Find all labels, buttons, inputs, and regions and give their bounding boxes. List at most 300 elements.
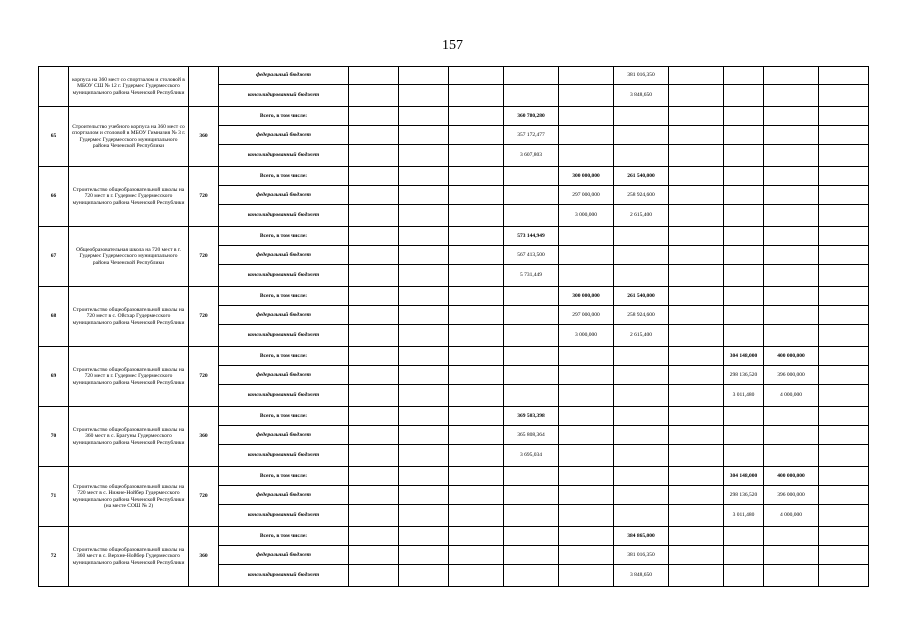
value-cell xyxy=(399,126,449,145)
value-cell xyxy=(724,527,764,546)
value-cell xyxy=(669,85,724,107)
funding-source-label: федеральный бюджет xyxy=(219,306,349,325)
value-cell xyxy=(449,67,504,85)
value-cell xyxy=(449,227,504,246)
value-cell xyxy=(669,486,724,505)
value-cell xyxy=(724,167,764,186)
value-cell xyxy=(449,546,504,565)
funding-source-label: консолидированный бюджет xyxy=(219,145,349,167)
value-cell xyxy=(669,186,724,205)
value-cell xyxy=(819,186,869,205)
value-cell xyxy=(669,325,724,347)
value-cell xyxy=(724,126,764,145)
value-cell xyxy=(504,67,559,85)
value-cell xyxy=(399,287,449,306)
value-cell xyxy=(559,145,614,167)
value-cell xyxy=(669,385,724,407)
value-cell xyxy=(819,527,869,546)
value-cell xyxy=(819,265,869,287)
table-row xyxy=(39,67,869,85)
value-cell xyxy=(449,145,504,167)
value-cell xyxy=(559,426,614,445)
value-cell xyxy=(724,546,764,565)
value-cell xyxy=(819,126,869,145)
value-cell: 298 136,520 xyxy=(724,366,764,385)
value-cell xyxy=(349,467,399,486)
project-name: Строительство общеобразовательной школы на 360 мест в с. Брагуны Гудермесского муниципального района Чеченской Республики xyxy=(69,407,189,467)
value-cell xyxy=(669,445,724,467)
value-cell xyxy=(669,407,724,426)
value-cell xyxy=(764,306,819,325)
funding-source-label: федеральный бюджет xyxy=(219,246,349,265)
value-cell xyxy=(819,347,869,366)
project-capacity: 720 xyxy=(189,167,219,227)
funding-source-label: консолидированный бюджет xyxy=(219,565,349,587)
value-cell: 258 924,600 xyxy=(614,306,669,325)
value-cell xyxy=(559,467,614,486)
value-cell: 3 011,480 xyxy=(724,385,764,407)
funding-source-label: Всего, в том числе: xyxy=(219,287,349,306)
value-cell xyxy=(349,306,399,325)
value-cell: 5 731,449 xyxy=(504,265,559,287)
project-capacity xyxy=(189,67,219,107)
value-cell xyxy=(399,85,449,107)
funding-source-label: федеральный бюджет xyxy=(219,366,349,385)
value-cell xyxy=(724,107,764,126)
value-cell xyxy=(449,426,504,445)
value-cell: 4 000,000 xyxy=(764,385,819,407)
value-cell xyxy=(559,265,614,287)
value-cell xyxy=(614,126,669,145)
funding-source-label: консолидированный бюджет xyxy=(219,445,349,467)
value-cell xyxy=(559,565,614,587)
value-cell xyxy=(614,265,669,287)
value-cell xyxy=(669,527,724,546)
value-cell xyxy=(399,246,449,265)
value-cell xyxy=(504,325,559,347)
project-name: Общеобразовательная школа на 720 мест в г. Гудермес Гудермесского муниципального района Чеченской Республики xyxy=(69,227,189,287)
project-capacity: 360 xyxy=(189,527,219,587)
value-cell xyxy=(614,145,669,167)
value-cell xyxy=(764,246,819,265)
value-cell xyxy=(559,527,614,546)
value-cell: 300 000,000 xyxy=(559,287,614,306)
value-cell xyxy=(399,67,449,85)
value-cell xyxy=(764,445,819,467)
value-cell xyxy=(764,85,819,107)
value-cell xyxy=(559,246,614,265)
project-capacity: 360 xyxy=(189,107,219,167)
value-cell xyxy=(614,426,669,445)
value-cell: 304 148,000 xyxy=(724,467,764,486)
project-number: 67 xyxy=(39,227,69,287)
value-cell xyxy=(669,67,724,85)
table-row xyxy=(39,407,869,426)
project-capacity: 360 xyxy=(189,407,219,467)
value-cell xyxy=(819,167,869,186)
value-cell xyxy=(399,186,449,205)
value-cell: 3 000,000 xyxy=(559,205,614,227)
value-cell xyxy=(724,85,764,107)
value-cell xyxy=(399,325,449,347)
value-cell xyxy=(449,385,504,407)
value-cell xyxy=(819,205,869,227)
project-number: 70 xyxy=(39,407,69,467)
value-cell xyxy=(819,325,869,347)
value-cell xyxy=(724,227,764,246)
value-cell xyxy=(819,445,869,467)
table-row xyxy=(39,107,869,126)
value-cell xyxy=(399,227,449,246)
value-cell xyxy=(669,265,724,287)
value-cell xyxy=(449,306,504,325)
value-cell xyxy=(669,546,724,565)
value-cell xyxy=(504,347,559,366)
funding-source-label: консолидированный бюджет xyxy=(219,325,349,347)
value-cell xyxy=(819,366,869,385)
value-cell xyxy=(614,407,669,426)
value-cell xyxy=(449,527,504,546)
value-cell xyxy=(449,167,504,186)
value-cell xyxy=(764,205,819,227)
value-cell xyxy=(349,186,399,205)
value-cell xyxy=(349,565,399,587)
value-cell xyxy=(819,486,869,505)
funding-source-label: федеральный бюджет xyxy=(219,486,349,505)
value-cell xyxy=(724,186,764,205)
value-cell xyxy=(449,467,504,486)
value-cell xyxy=(724,426,764,445)
value-cell xyxy=(764,407,819,426)
value-cell xyxy=(449,366,504,385)
value-cell xyxy=(449,347,504,366)
value-cell xyxy=(504,527,559,546)
project-number: 72 xyxy=(39,527,69,587)
value-cell xyxy=(559,385,614,407)
value-cell xyxy=(614,246,669,265)
page-number: 157 xyxy=(442,38,463,53)
value-cell xyxy=(399,366,449,385)
project-name: Строительство учебного корпуса на 360 мест со спортзалом и столовой в МБОУ Гимназия № 3 г. Гудермес Гудермесского муниципального района Чеченской Республики xyxy=(69,107,189,167)
value-cell xyxy=(614,385,669,407)
value-cell: 298 136,520 xyxy=(724,486,764,505)
value-cell xyxy=(819,145,869,167)
value-cell: 384 865,000 xyxy=(614,527,669,546)
value-cell: 365 808,364 xyxy=(504,426,559,445)
value-cell xyxy=(614,445,669,467)
value-cell xyxy=(399,445,449,467)
project-capacity: 720 xyxy=(189,287,219,347)
value-cell: 3 000,000 xyxy=(559,325,614,347)
value-cell xyxy=(449,445,504,467)
value-cell xyxy=(399,265,449,287)
value-cell xyxy=(819,67,869,85)
value-cell xyxy=(399,565,449,587)
value-cell xyxy=(764,325,819,347)
value-cell xyxy=(669,107,724,126)
value-cell xyxy=(449,486,504,505)
value-cell xyxy=(559,227,614,246)
value-cell xyxy=(449,265,504,287)
value-cell xyxy=(449,186,504,205)
value-cell xyxy=(764,186,819,205)
funding-source-label: Всего, в том числе: xyxy=(219,347,349,366)
value-cell xyxy=(504,565,559,587)
table-row xyxy=(39,347,869,366)
value-cell xyxy=(724,445,764,467)
value-cell xyxy=(349,325,399,347)
value-cell xyxy=(669,126,724,145)
value-cell xyxy=(669,426,724,445)
project-name: Строительство общеобразовательной школы на 720 мест в г. Гудермес Гудермесского муниципального района Чеченской Республики xyxy=(69,347,189,407)
value-cell: 297 000,000 xyxy=(559,306,614,325)
value-cell: 400 000,000 xyxy=(764,467,819,486)
value-cell xyxy=(399,407,449,426)
value-cell xyxy=(399,167,449,186)
value-cell: 360 780,280 xyxy=(504,107,559,126)
value-cell xyxy=(349,265,399,287)
value-cell xyxy=(669,287,724,306)
value-cell xyxy=(559,107,614,126)
value-cell xyxy=(349,85,399,107)
funding-source-label: консолидированный бюджет xyxy=(219,85,349,107)
funding-source-label: Всего, в том числе: xyxy=(219,167,349,186)
value-cell xyxy=(504,385,559,407)
value-cell: 3 607,803 xyxy=(504,145,559,167)
value-cell xyxy=(349,407,399,426)
value-cell xyxy=(504,546,559,565)
value-cell xyxy=(819,246,869,265)
value-cell: 573 144,949 xyxy=(504,227,559,246)
project-number: 66 xyxy=(39,167,69,227)
value-cell xyxy=(504,306,559,325)
project-number: 65 xyxy=(39,107,69,167)
table-row xyxy=(39,527,869,546)
value-cell xyxy=(819,287,869,306)
value-cell xyxy=(559,505,614,527)
funding-source-label: консолидированный бюджет xyxy=(219,385,349,407)
value-cell: 369 503,398 xyxy=(504,407,559,426)
value-cell xyxy=(819,385,869,407)
value-cell: 3 848,650 xyxy=(614,565,669,587)
value-cell xyxy=(504,486,559,505)
funding-source-label: Всего, в том числе: xyxy=(219,527,349,546)
value-cell xyxy=(349,227,399,246)
value-cell xyxy=(669,565,724,587)
funding-source-label: федеральный бюджет xyxy=(219,126,349,145)
value-cell xyxy=(349,486,399,505)
value-cell xyxy=(399,505,449,527)
value-cell xyxy=(504,167,559,186)
value-cell xyxy=(819,107,869,126)
value-cell xyxy=(349,205,399,227)
value-cell xyxy=(349,67,399,85)
value-cell xyxy=(399,306,449,325)
project-capacity: 720 xyxy=(189,347,219,407)
value-cell xyxy=(669,205,724,227)
value-cell xyxy=(764,67,819,85)
value-cell xyxy=(504,467,559,486)
funding-source-label: консолидированный бюджет xyxy=(219,205,349,227)
value-cell: 4 000,000 xyxy=(764,505,819,527)
value-cell xyxy=(349,505,399,527)
value-cell xyxy=(614,107,669,126)
project-capacity: 720 xyxy=(189,227,219,287)
value-cell xyxy=(449,407,504,426)
value-cell xyxy=(399,347,449,366)
value-cell xyxy=(724,246,764,265)
value-cell xyxy=(724,565,764,587)
value-cell: 357 172,477 xyxy=(504,126,559,145)
value-cell xyxy=(819,227,869,246)
value-cell xyxy=(559,347,614,366)
value-cell xyxy=(764,265,819,287)
value-cell xyxy=(449,287,504,306)
funding-source-label: консолидированный бюджет xyxy=(219,505,349,527)
table-row xyxy=(39,287,869,306)
value-cell xyxy=(559,546,614,565)
value-cell xyxy=(819,467,869,486)
value-cell xyxy=(614,227,669,246)
value-cell xyxy=(669,467,724,486)
value-cell xyxy=(349,145,399,167)
value-cell xyxy=(504,505,559,527)
value-cell xyxy=(614,486,669,505)
value-cell: 2 615,400 xyxy=(614,325,669,347)
value-cell: 261 540,000 xyxy=(614,287,669,306)
value-cell xyxy=(399,205,449,227)
value-cell xyxy=(349,107,399,126)
value-cell: 3 848,650 xyxy=(614,85,669,107)
value-cell xyxy=(614,347,669,366)
value-cell: 300 000,000 xyxy=(559,167,614,186)
value-cell xyxy=(504,186,559,205)
project-capacity: 720 xyxy=(189,467,219,527)
value-cell: 3 011,480 xyxy=(724,505,764,527)
value-cell xyxy=(819,407,869,426)
value-cell: 258 924,600 xyxy=(614,186,669,205)
project-number xyxy=(39,67,69,107)
value-cell xyxy=(819,306,869,325)
project-number: 69 xyxy=(39,347,69,407)
project-name: Строительство общеобразовательной школы на 720 мест в г. Гудермес Гудермесского муниципального района Чеченской Республики xyxy=(69,167,189,227)
value-cell xyxy=(349,366,399,385)
value-cell xyxy=(724,145,764,167)
table-row xyxy=(39,467,869,486)
value-cell xyxy=(349,426,399,445)
value-cell xyxy=(669,167,724,186)
value-cell xyxy=(349,527,399,546)
value-cell: 400 000,000 xyxy=(764,347,819,366)
value-cell: 297 000,000 xyxy=(559,186,614,205)
value-cell xyxy=(724,205,764,227)
value-cell xyxy=(449,205,504,227)
value-cell xyxy=(669,306,724,325)
funding-source-label: федеральный бюджет xyxy=(219,426,349,445)
value-cell xyxy=(669,347,724,366)
value-cell xyxy=(399,527,449,546)
value-cell xyxy=(504,205,559,227)
value-cell xyxy=(559,126,614,145)
value-cell xyxy=(764,145,819,167)
value-cell xyxy=(449,246,504,265)
value-cell xyxy=(724,306,764,325)
funding-source-label: Всего, в том числе: xyxy=(219,107,349,126)
table-body xyxy=(39,67,869,587)
value-cell xyxy=(449,565,504,587)
value-cell xyxy=(399,107,449,126)
value-cell: 396 000,000 xyxy=(764,486,819,505)
value-cell xyxy=(724,407,764,426)
project-name: Строительство общеобразовательной школы на 720 мест в с. Ойсхар Гудермесского муниципального района Чеченской Республики xyxy=(69,287,189,347)
value-cell xyxy=(349,246,399,265)
value-cell xyxy=(724,265,764,287)
funding-source-label: консолидированный бюджет xyxy=(219,265,349,287)
value-cell xyxy=(669,505,724,527)
project-name: Строительство общеобразовательной школы на 360 мест в с. Верхне-Нойбер Гудермесского муниципального района Чеченской Республики xyxy=(69,527,189,587)
budget-table xyxy=(38,66,869,587)
value-cell: 381 016,350 xyxy=(614,546,669,565)
value-cell xyxy=(614,366,669,385)
value-cell xyxy=(764,287,819,306)
project-number: 71 xyxy=(39,467,69,527)
value-cell xyxy=(399,385,449,407)
value-cell: 261 540,000 xyxy=(614,167,669,186)
value-cell xyxy=(669,246,724,265)
value-cell xyxy=(819,565,869,587)
project-name: корпуса на 360 мест со спортзалом и столовой в МБОУ СШ № 12 г. Гудермес Гудермесского муниципального района Чеченской Республики xyxy=(69,67,189,107)
value-cell xyxy=(349,287,399,306)
value-cell xyxy=(559,366,614,385)
table-row xyxy=(39,167,869,186)
value-cell xyxy=(819,505,869,527)
value-cell xyxy=(669,366,724,385)
value-cell xyxy=(399,486,449,505)
funding-source-label: федеральный бюджет xyxy=(219,546,349,565)
value-cell xyxy=(349,546,399,565)
funding-source-label: федеральный бюджет xyxy=(219,67,349,85)
value-cell xyxy=(349,445,399,467)
funding-source-label: Всего, в том числе: xyxy=(219,467,349,486)
funding-source-label: Всего, в том числе: xyxy=(219,227,349,246)
value-cell xyxy=(764,167,819,186)
project-name: Строительство общеобразовательной школы на 720 мест в с. Нижне-Нойбер Гудермесского муниципального района Чеченской Республики (на месте СОШ № 2) xyxy=(69,467,189,527)
value-cell xyxy=(724,287,764,306)
value-cell xyxy=(399,546,449,565)
table-row xyxy=(39,227,869,246)
value-cell xyxy=(559,445,614,467)
value-cell xyxy=(819,426,869,445)
value-cell xyxy=(559,67,614,85)
value-cell xyxy=(399,145,449,167)
funding-source-label: Всего, в том числе: xyxy=(219,407,349,426)
value-cell xyxy=(449,107,504,126)
value-cell xyxy=(349,167,399,186)
value-cell xyxy=(669,227,724,246)
value-cell xyxy=(559,407,614,426)
value-cell xyxy=(614,505,669,527)
value-cell xyxy=(669,145,724,167)
value-cell xyxy=(764,126,819,145)
value-cell xyxy=(449,126,504,145)
value-cell xyxy=(764,546,819,565)
value-cell xyxy=(504,366,559,385)
value-cell: 396 000,000 xyxy=(764,366,819,385)
project-number: 68 xyxy=(39,287,69,347)
value-cell xyxy=(724,325,764,347)
value-cell xyxy=(724,67,764,85)
value-cell xyxy=(504,287,559,306)
